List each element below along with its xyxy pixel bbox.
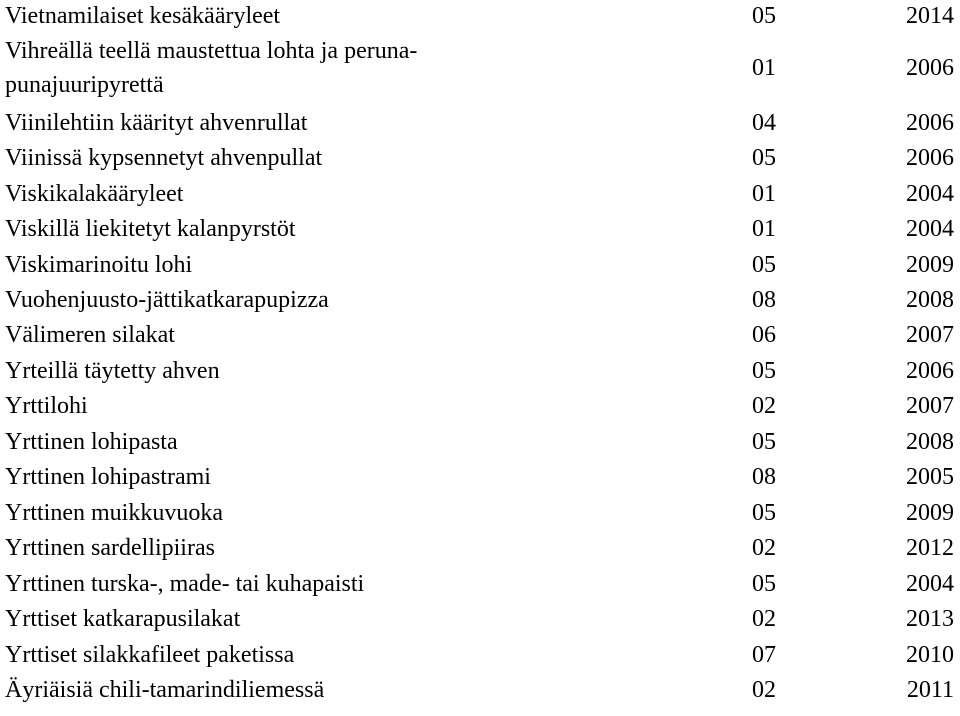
recipe-issue: 05 bbox=[752, 500, 776, 526]
recipe-issue: 08 bbox=[752, 287, 776, 313]
recipe-year: 2004 bbox=[906, 571, 954, 597]
recipe-year: 2006 bbox=[906, 55, 954, 81]
recipe-name: Yrttilohi bbox=[5, 393, 88, 419]
recipe-name: Yrteillä täytetty ahven bbox=[5, 358, 220, 384]
recipe-name: Viskimarinoitu lohi bbox=[5, 252, 193, 278]
recipe-name: Vuohenjuusto-jättikatkarapupizza bbox=[5, 287, 329, 313]
recipe-name: Viinilehtiin käärityt ahvenrullat bbox=[5, 110, 308, 136]
recipe-issue: 05 bbox=[752, 358, 776, 384]
recipe-issue: 04 bbox=[752, 110, 776, 136]
recipe-year: 2008 bbox=[906, 287, 954, 313]
recipe-year: 2012 bbox=[906, 535, 954, 561]
recipe-year: 2006 bbox=[906, 358, 954, 384]
recipe-year: 2011 bbox=[906, 677, 954, 703]
recipe-issue: 02 bbox=[752, 677, 776, 703]
recipe-name: Yrttiset silakkafileet paketissa bbox=[5, 642, 295, 668]
recipe-issue: 01 bbox=[752, 55, 776, 81]
recipe-name: Yrttinen muikkuvuoka bbox=[5, 500, 223, 526]
list-item bbox=[0, 38, 960, 100]
recipe-issue: 02 bbox=[752, 535, 776, 561]
recipe-issue: 07 bbox=[752, 642, 776, 668]
recipe-name: Välimeren silakat bbox=[5, 322, 175, 348]
recipe-name: Vietnamilaiset kesäkääryleet bbox=[5, 3, 281, 29]
recipe-name: Vihreällä teellä maustettua lohta ja peruna- bbox=[5, 38, 418, 64]
recipe-issue: 05 bbox=[752, 429, 776, 455]
recipe-year: 2009 bbox=[906, 252, 954, 278]
recipe-year: 2010 bbox=[906, 642, 954, 668]
recipe-name: Yrttiset katkarapusilakat bbox=[5, 606, 241, 632]
recipe-issue: 02 bbox=[752, 393, 776, 419]
recipe-year: 2009 bbox=[906, 500, 954, 526]
recipe-name: Yrttinen sardellipiiras bbox=[5, 535, 215, 561]
recipe-name: Yrttinen lohipasta bbox=[5, 429, 178, 455]
recipe-year: 2008 bbox=[906, 429, 954, 455]
recipe-name: Äyriäisiä chili-tamarindiliemessä bbox=[5, 677, 325, 703]
recipe-issue: 08 bbox=[752, 464, 776, 490]
recipe-issue: 05 bbox=[752, 3, 776, 29]
recipe-name: Viskikalakääryleet bbox=[5, 181, 184, 207]
recipe-name-continued: punajuuripyrettä bbox=[5, 72, 164, 98]
recipe-year: 2006 bbox=[906, 145, 954, 171]
recipe-name: Yrttinen turska-, made- tai kuhapaisti bbox=[5, 571, 365, 597]
recipe-issue: 05 bbox=[752, 145, 776, 171]
recipe-issue: 06 bbox=[752, 322, 776, 348]
recipe-year: 2005 bbox=[906, 464, 954, 490]
recipe-year: 2007 bbox=[906, 393, 954, 419]
recipe-year: 2006 bbox=[906, 110, 954, 136]
recipe-issue: 02 bbox=[752, 606, 776, 632]
recipe-issue: 05 bbox=[752, 571, 776, 597]
recipe-issue: 01 bbox=[752, 216, 776, 242]
recipe-issue: 05 bbox=[752, 252, 776, 278]
recipe-name: Yrttinen lohipastrami bbox=[5, 464, 211, 490]
recipe-name: Viskillä liekitetyt kalanpyrstöt bbox=[5, 216, 296, 242]
recipe-year: 2004 bbox=[906, 216, 954, 242]
recipe-year: 2007 bbox=[906, 322, 954, 348]
recipe-year: 2004 bbox=[906, 181, 954, 207]
recipe-year: 2013 bbox=[906, 606, 954, 632]
recipe-name: Viinissä kypsennetyt ahvenpullat bbox=[5, 145, 323, 171]
recipe-issue: 01 bbox=[752, 181, 776, 207]
recipe-year: 2014 bbox=[906, 3, 954, 29]
